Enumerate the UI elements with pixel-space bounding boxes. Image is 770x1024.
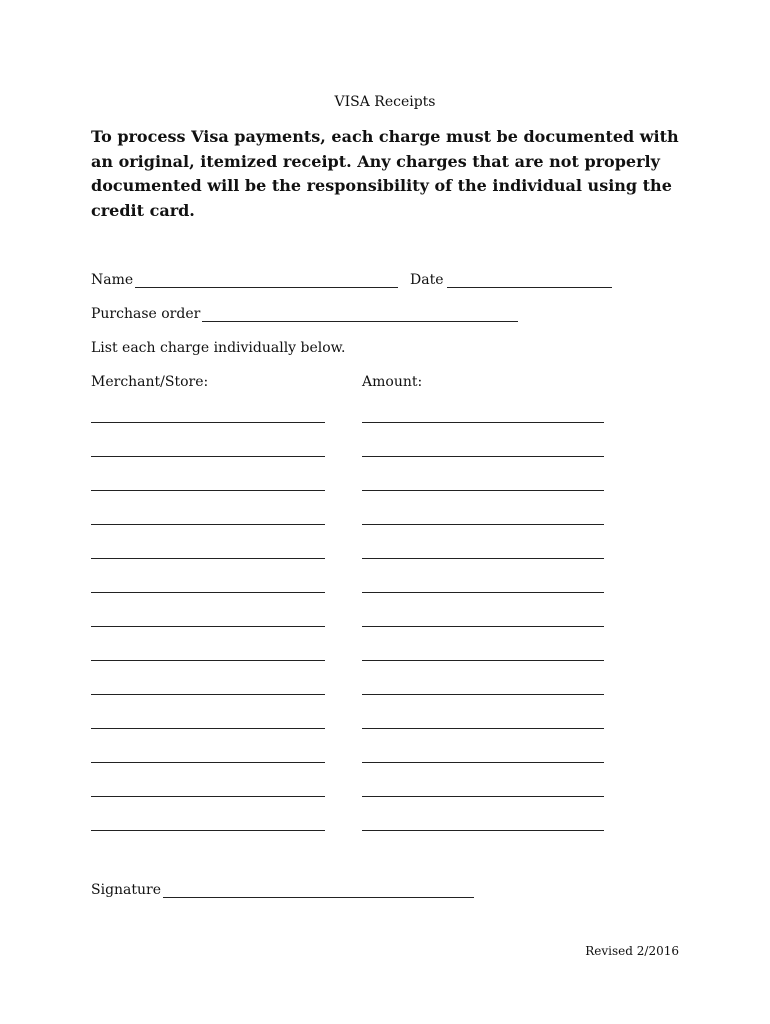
amount-entry-field[interactable] — [362, 694, 604, 695]
date-label: Date — [410, 272, 444, 288]
purchase-order-label: Purchase order — [91, 306, 201, 322]
signature-label: Signature — [91, 882, 162, 898]
merchant-column-header: Merchant/Store: — [91, 374, 209, 390]
revision-note: Revised 2/2016 — [585, 944, 679, 958]
amount-entry-field[interactable] — [362, 456, 604, 457]
amount-entry-field[interactable] — [362, 728, 604, 729]
intro-line: To process Visa payments, each charge must be documented with — [91, 127, 679, 146]
merchant-entry-field[interactable] — [91, 524, 325, 525]
merchant-entry-field[interactable] — [91, 660, 325, 661]
merchant-entry-field[interactable] — [91, 728, 325, 729]
amount-entry-field[interactable] — [362, 660, 604, 661]
merchant-entry-field[interactable] — [91, 796, 325, 797]
merchant-entry-field[interactable] — [91, 422, 325, 423]
intro-line: an original, itemized receipt. Any charges that are not properly — [91, 151, 660, 171]
merchant-entry-field[interactable] — [91, 490, 325, 491]
intro-line: credit card. — [91, 200, 195, 220]
amount-entry-field[interactable] — [362, 524, 604, 525]
amount-entry-field[interactable] — [362, 490, 604, 491]
instructions-text: List each charge individually below. — [91, 340, 346, 356]
amount-entry-field[interactable] — [362, 796, 604, 797]
name-label: Name — [91, 272, 134, 288]
name-field[interactable] — [135, 287, 398, 288]
amount-entry-field[interactable] — [362, 558, 604, 559]
date-field[interactable] — [447, 287, 612, 288]
intro-paragraph — [91, 125, 691, 223]
merchant-entry-field[interactable] — [91, 830, 325, 831]
amount-entry-field[interactable] — [362, 626, 604, 627]
merchant-entry-field[interactable] — [91, 558, 325, 559]
amount-entry-field[interactable] — [362, 762, 604, 763]
amount-column-header: Amount: — [362, 374, 423, 390]
page-title: VISA Receipts — [334, 94, 436, 110]
purchase-order-field[interactable] — [202, 321, 518, 322]
merchant-entry-field[interactable] — [91, 762, 325, 763]
signature-field[interactable] — [163, 897, 474, 898]
amount-entry-field[interactable] — [362, 592, 604, 593]
amount-entry-field[interactable] — [362, 830, 604, 831]
amount-entry-field[interactable] — [362, 422, 604, 423]
merchant-entry-field[interactable] — [91, 456, 325, 457]
intro-line: documented will be the responsibility of the individual using the — [91, 176, 672, 195]
merchant-entry-field[interactable] — [91, 694, 325, 695]
merchant-entry-field[interactable] — [91, 592, 325, 593]
merchant-entry-field[interactable] — [91, 626, 325, 627]
